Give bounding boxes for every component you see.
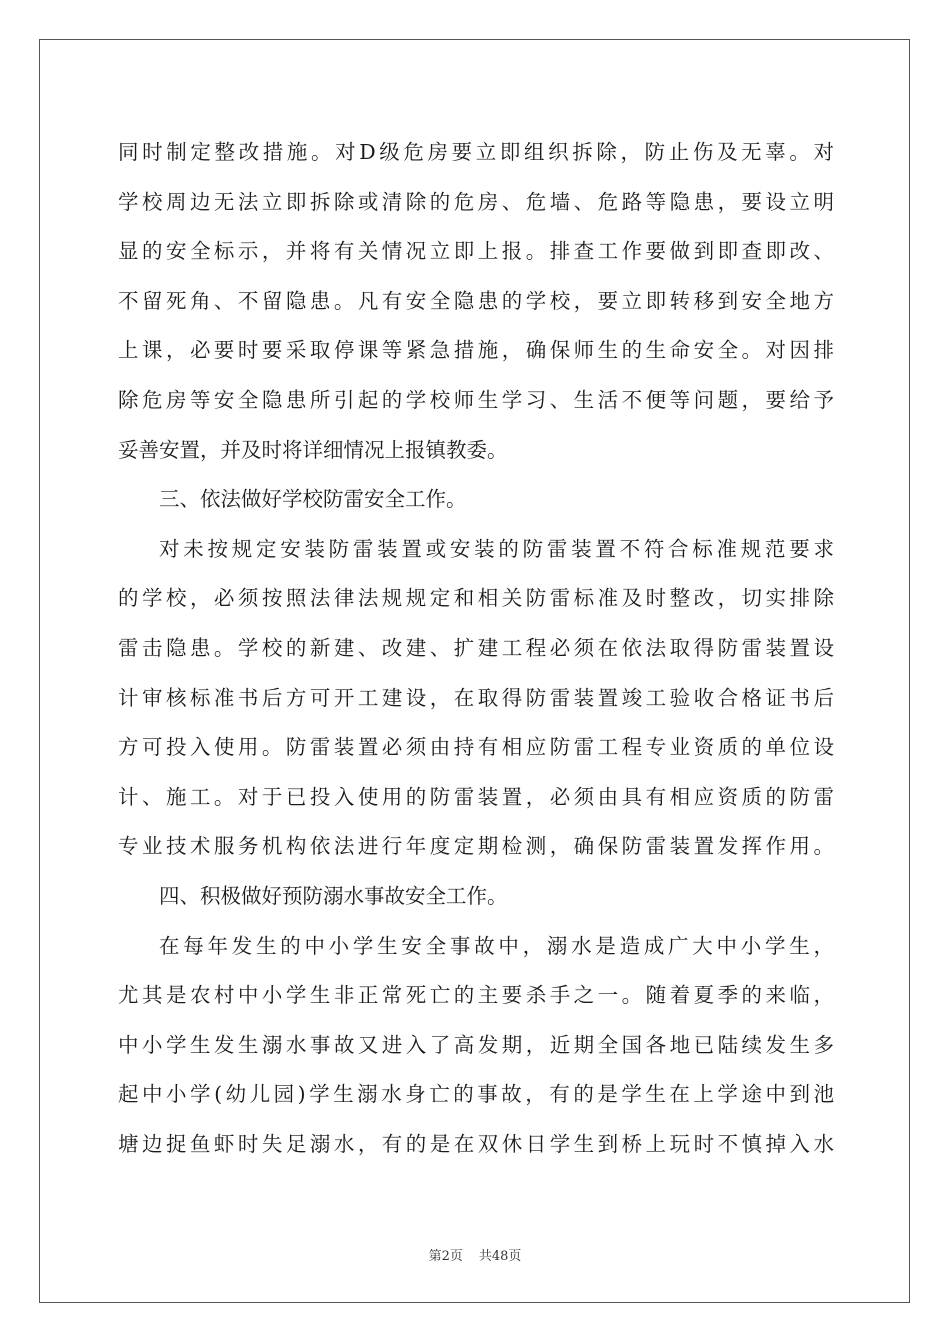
document-body xyxy=(118,128,834,1169)
text-line: 在每年发生的中小学生安全事故中，溺水是造成广大中小学生， xyxy=(159,933,834,958)
text-line: 计、施工。对于已投入使用的防雷装置，必须由具有相应资质的防雷 xyxy=(118,784,834,809)
text-line: 方可投入使用。防雷装置必须由持有相应防雷工程专业资质的单位设 xyxy=(118,735,834,760)
text-line: 上课，必要时要采取停课等紧急措施，确保师生的生命安全。对因排 xyxy=(118,338,834,363)
text-line: 学校周边无法立即拆除或清除的危房、危墙、危路等隐患，要设立明 xyxy=(118,189,834,214)
text-line: 三、依法做好学校防雷安全工作。 xyxy=(159,487,467,512)
text-line: 起中小学(幼儿园)学生溺水身亡的事故，有的是学生在上学途中到池 xyxy=(118,1082,834,1107)
text-line: 除危房等安全隐患所引起的学校师生学习、生活不便等问题，要给予 xyxy=(118,387,834,412)
text-line: 对未按规定安装防雷装置或安装的防雷装置不符合标准规范要求 xyxy=(159,536,834,561)
text-line: 雷击隐患。学校的新建、改建、扩建工程必须在依法取得防雷装置设 xyxy=(118,635,834,660)
text-line: 不留死角、不留隐患。凡有安全隐患的学校，要立即转移到安全地方 xyxy=(118,288,834,313)
text-line: 塘边捉鱼虾时失足溺水，有的是在双休日学生到桥上玩时不慎掉入水 xyxy=(118,1131,834,1156)
text-line: 的学校，必须按照法律法规规定和相关防雷标准及时整改，切实排除 xyxy=(118,586,834,611)
text-line: 计审核标准书后方可开工建设，在取得防雷装置竣工验收合格证书后 xyxy=(118,685,834,710)
text-line: 妥善安置，并及时将详细情况上报镇教委。 xyxy=(118,437,508,462)
text-line: 显的安全标示，并将有关情况立即上报。排查工作要做到即查即改、 xyxy=(118,239,834,264)
page-footer xyxy=(0,1245,950,1264)
text-line: 专业技术服务机构依法进行年度定期检测，确保防雷装置发挥作用。 xyxy=(118,834,834,859)
text-line: 同时制定整改措施。对D级危房要立即组织拆除，防止伤及无辜。对 xyxy=(118,140,834,164)
page-total: 共48页 xyxy=(478,1249,522,1264)
text-line: 尤其是农村中小学生非正常死亡的主要杀手之一。随着夏季的来临， xyxy=(118,983,834,1008)
text-line: 中小学生发生溺水事故又进入了高发期，近期全国各地已陆续发生多 xyxy=(118,1032,834,1057)
text-line: 四、积极做好预防溺水事故安全工作。 xyxy=(159,883,508,908)
page-number: 第2页 xyxy=(428,1249,463,1264)
